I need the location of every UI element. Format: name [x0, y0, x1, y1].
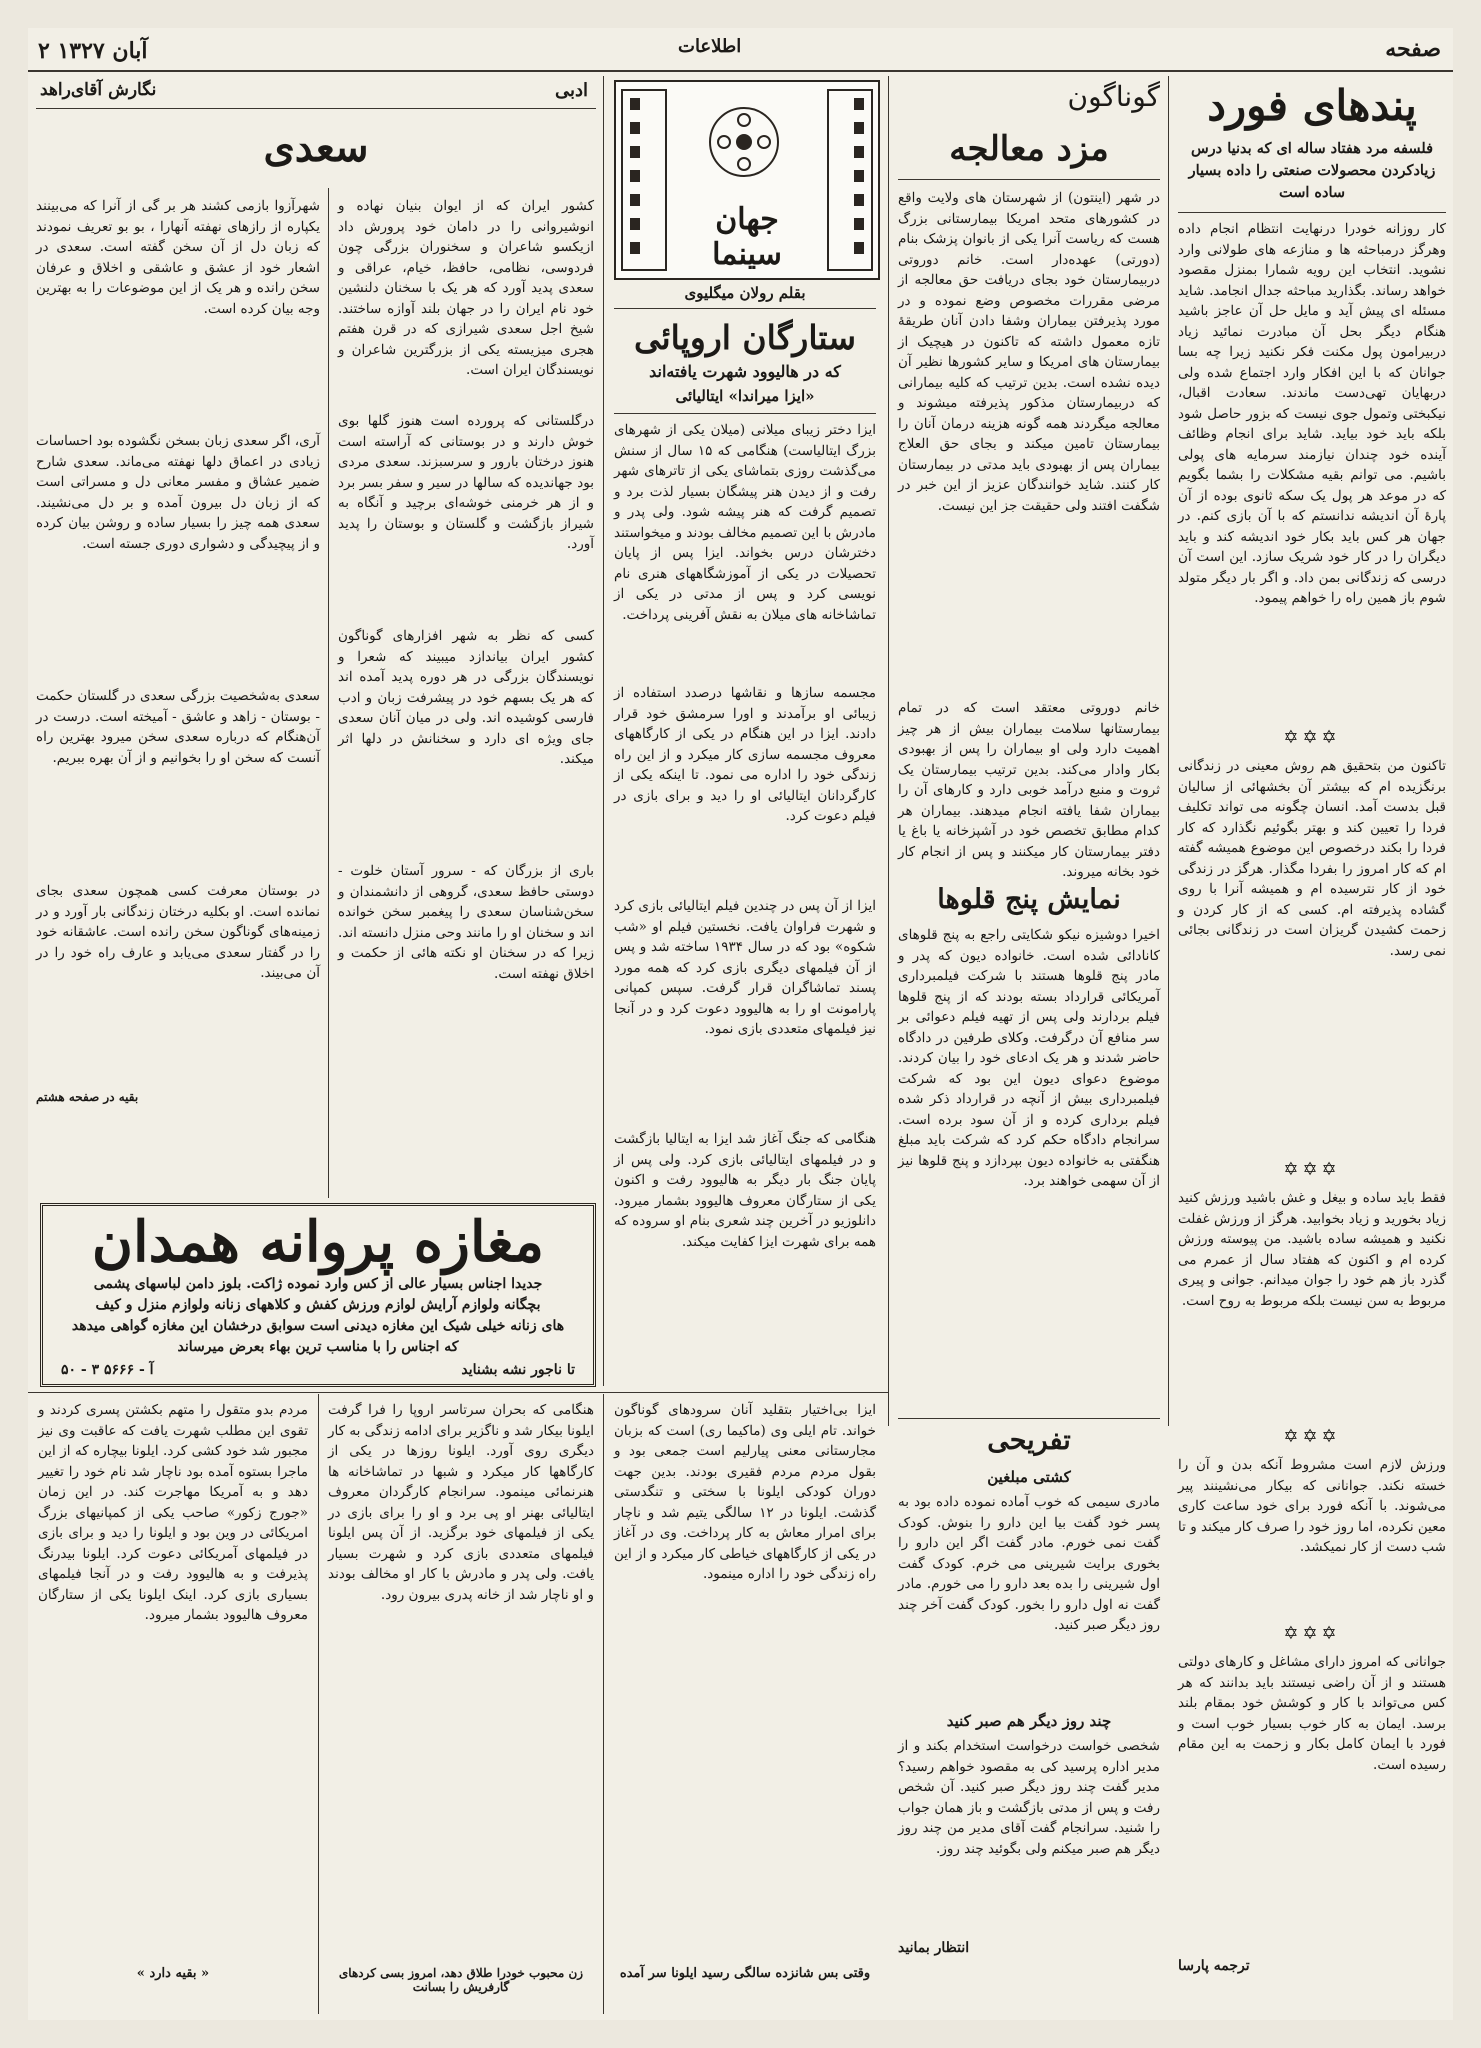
- article-body: کار روزانه خودرا درنهایت انتظام انجام داده وهرگز درمباحثه ها و منازعه های طولانی وارد نشوید. انتخاب این رویه شمارا بمنزل مقصود خواهد رساند. بگذارید مباحثه جدال انجامد. شاید مسئله ای پیش آید و مایل حل آن عاجز باشید هنگام دیگر بحل آن مبادرت نمائید زیاد دربیرامون پول مکنت فکر نکنید زیرا چه بسا جوانان که با این افکار وارد اجتماع شده ولی دربهایان تهی‌دست ماندند. سعادت اقبال، نیکبختی وتمول جوی نیست که بزور حاصل شود بلکه باید خود بیاید. شاید برای انجام وظائف آینده خود چندان نیازمند سرمایه های پولی باشیم. می توانم بقیه مشکلات را بشما بگویم که در موعد هر پول یک سکه ثانوی بوده از آن پارۀ آن اندیشه ندانستم که با آن بازی کنم. در جهان هر کس باید بکار خود اندیشه کند و باید دیگران را در کار خود شریک سازد. این است آن درسی که زندگانی بمن داد. و اگر بار دیگر متولد شوم باز همین راه را خواهم پیمود.: [1178, 221, 1446, 606]
- article-body: تاکنون من بتحقیق هم روش معینی در زندگانی برنگزیده ام که بیشتر آن بخشهائی از سالیان قبل بدست آمد. انسان چگونه می تواند تکلیف فردا را تعیین کند و بهتر بگوئیم نگذارد که کار فردا را بکند درخصوص این موضوع همیشه گفته ام که کار امروز را بفردا مگذار. هرگز در زندگی خود از کار نترسیده ام و همیشه آنرا با روی گشاده پذیرفته ام. کسی که از کار کردن و زحمت کشیدن گریزان است در زندگانی بجائی نمی رسد.: [1178, 758, 1446, 959]
- article-body: آری، اگر سعدی زبان بسخن نگشوده بود احساسات زیادی در اعماق دلها نهفته می‌ماند. سعدی شارح ضمیر عشاق و مفسر معانی دل و مسراتی است که از زبان دل بیرون آمده و بر دل می‌نشیند. سعدی همه چیز را بسیار ساده و روشن بیان کرده و از پیچیدگی و دشواری دوری جسته است.: [36, 433, 320, 552]
- article-title: پندهای فورد: [1207, 81, 1417, 130]
- article-body: در بوستان معرفت کسی همچون سعدی بجای نمانده است. او بکلیه درختان زندگانی بار آورد و در زمینه‌های گوناگون سخن رانده است. عاشقانه خود را در گفتار سعدی می‌یابد و عارف راه خود را در آن می‌بیند.: [36, 883, 320, 981]
- column-rule: [603, 76, 604, 1386]
- advertisement-box: [40, 1203, 596, 1387]
- humor-subtitle: چند روز دیگر هم صبر کنید: [946, 1712, 1112, 1730]
- article-body: شهرآزوا بازمی کشند هر بر گی از آنرا که می‌بینند یکپاره از رازهای نهفته آنهارا ، بو بو تعریف نمودند که زبان دل از آن سخن گفته است. سعدی در اشعار خود از عشق و عاشقی و اخلاق و عرفان سخن رانده و هر یک از این موضوعات را به بهترین وجه بیان کرده است.: [36, 198, 320, 317]
- article-body: کشور ایران که از ایوان بنیان نهاده و انوشیروانی را در دامان خود پرورش داد ازیکسو شاعران و سخنوران بزرگی چون فردوسی، نظامی، حافظ، خیام، عراقی و سعدی پدید آورد که هر یک با سخنان دلنشین خود نام ایران را در جهان بلند آوازه ساختند. شیخ اجل سعدی شیرازی که در قرن هفتم هجری میزیسته یکی از بزرگترین شاعران و نویسندگان ایران است.: [338, 198, 594, 378]
- ad-line: بچگانه ولوازم آرایش لوازم ورزش کفش و کلاههای زنانه ولوازم منزل و کیف: [95, 1297, 541, 1313]
- star-divider: ✡✡✡: [1283, 1159, 1341, 1180]
- article-body: خانم دوروتی معتقد است که در تمام بیمارستانها سلامت بیماران بیش از هر چیز اهمیت دارد ولی او بیماران را پس از بهبودی بکار وادار می‌کند. بدین ترتیب بیمارستان یک ثروت و منبع درآمد خوبی دارد و کارهای آن را بیماران شفا یافته انجام میدهند. بیماران هر کدام مطابق تخصص خود در آشپزخانه یا باغ یا دفتر بیمارستان کار میکنند و پس از انجام کار خود بخانه میروند.: [898, 700, 1160, 880]
- humor-body: مادری سیمی که خوب آماده نموده داده بود به پسر خود گفت بیا این دارو را بنوش. کودک گفت نمی خورم. مادر گفت اگر این دارو را بخوری برایت شیرینی می خرم. کودک گفت اول شیرینی را بده بعد دارو را می خورم. مادر گفت نه اول دارو را بخور. کودک گفت آخر چند روز دیگر صبر کنید.: [898, 1494, 1160, 1633]
- header-rule: [28, 70, 1453, 72]
- article-subtitle: «ایزا میراندا» ایتالیائی: [675, 387, 815, 405]
- ad-line: جدیدا اجناس بسیار عالی از کس وارد نموده ژاکت. بلوز دامن لباسهای پشمی: [93, 1276, 543, 1292]
- article-body: ورزش لازم است مشروط آنکه بدن و آن را خسته نکند. جوانانی که بیکار می‌نشینند پیر می‌شوند. با آنکه فورد برای خود ساعت کاری معین نکرده، اما روز خود را صرف کار میکند و تا شب دست از کار نمیکشد.: [1178, 1457, 1446, 1555]
- article-body: درگلستانی که پرورده است هنوز گلها بوی خوش دارند و در بوستانی که آراسته است هنوز درختان بارور و سرسبزند. سعدی مردی بود جهاندیده که سالها در سیر و سفر بسر برد و از هر خرمنی خوشه‌ای برچید و آنگاه به شیراز بازگشت و گلستان و بوستان را پدید آورد.: [338, 413, 594, 552]
- column-rule: [1168, 76, 1169, 1426]
- article-sadi-left: [36, 196, 320, 1196]
- article-body: اخیرا دوشیزه نیکو شکایتی راجع به پنج قلوهای کانادائی شده است. خانواده دیون که پدر و مادر پنج قلوها هستند با شرکت فیلمبرداری آمریکائی قرارداد بسته بودند که از پنج قلوها فیلم بردارند ولی پس از تهیه فیلم دعوائی بر سر منافع آن درگرفت. وکلای طرفین در دادگاه حاضر شدند و هر یک ادعای خود را بیان کردند. موضوع دعوای دیون این بود که شرکت فیلمبرداری بیش از آنچه در قرارداد ذکر شده فیلم برداری کرده و از آن سود برده است. سرانجام دادگاه حکم کرد که شرکت باید مبلغ هنگفتی به خانواده دیون بپردازد و پنج قلوها نیز از آن سهمی خواهند برد.: [898, 927, 1160, 1189]
- cinema-logo-text: جهان سینما: [712, 202, 782, 272]
- article-ford: [1178, 78, 1446, 2008]
- bottom-article: [328, 1400, 594, 2012]
- column-rule: [328, 188, 329, 1198]
- article-subtitle: که در هالیوود شهرت یافته‌اند: [649, 362, 841, 381]
- header-newspaper-name: اطلاعات: [678, 36, 742, 57]
- article-various: [898, 80, 1160, 1415]
- ad-title: مغازه پروانه همدان: [91, 1209, 545, 1275]
- article-body: مجسمه سازها و نقاشها درصدد استفاده از زیبائی او برآمدند و اورا سرمشق خود قرار دادند. ایزا در این هنگام در یکی از کارگاههای معروف مجسمه سازی کار میکرد و از این راه زندگی خود را اداره می نمود. تا اینکه یکی از کارگردانان ایتالیائی او را دید و برای بازی در فیلم دعوت کرد.: [614, 685, 876, 824]
- article-footer: ترجمه پارسا: [1178, 1958, 1250, 1974]
- humor-subtitle: کشتی مبلغین: [987, 1468, 1071, 1486]
- section-kicker: ادبی: [554, 80, 588, 101]
- header-date: ۲ آبان ۱۳۲۷: [38, 38, 148, 64]
- star-divider: ✡✡✡: [1283, 1426, 1341, 1447]
- star-divider: ✡✡✡: [1283, 1623, 1341, 1644]
- article-body: جوانانی که امروز دارای مشاغل و کارهای دولتی هستند و از آن راضی نیستند باید بدانند که هر کس می‌تواند با کار و کوشش خود بمقام بلند برسد. ایمان به کار خوب بسیار خوب است و فورد با ایمان کامل بکار و زحمت به این مقام رسیده است.: [1178, 1654, 1446, 1773]
- page-header: [28, 34, 1453, 70]
- article-subtitle: فلسفه مرد هفتاد ساله ای که بدنیا درس زیادکردن محصولات صنعتی را داده بسیار ساده است: [1188, 140, 1436, 201]
- article-title: سعدی: [263, 124, 369, 171]
- ad-line: که اجناس را با مناسب ترین بهاء بعرض میرساند: [177, 1339, 459, 1355]
- humor-body: شخصی خواست درخواست استخدام بکند و از مدیر اداره پرسید کی به مقصود خواهم رسید؟ مدیر گفت چند روز دیگر صبر کنید. آن شخص رفت و پس از مدتی بازگشت و باز همان جواب را شنید. سرانجام گفت آقای مدیر من چند روز دیگر هم صبر میکنم ولی بگوئید چند روز.: [898, 1738, 1160, 1857]
- article-title: نمایش پنج قلوها: [937, 884, 1121, 915]
- ad-line: های زنانه خیلی شیک این مغازه دیدنی است سوابق درخشان این مغازه گواهی میدهد: [71, 1318, 565, 1334]
- article-body: هنگامی که جنگ آغاز شد ایزا به ایتالیا بازگشت و در فیلمهای ایتالیائی بازی کرد. ولی پس از پایان جنگ بار دیگر به هالیوود رفت و اکنون یکی از ستارگان معروف هالیوود بشمار میرود. دانلوزیو در آخرین چند شعری بنام او سروده که همه برای شهرت ایزا کفایت میکند.: [614, 1131, 876, 1250]
- ad-address: آ - ۵۶۶۶ ۳ - ۵۰: [61, 1362, 154, 1378]
- star-divider: ✡✡✡: [1283, 727, 1341, 748]
- article-footer: وقتی بس شانزده سالگی رسید ایلونا سر آمده: [619, 1966, 871, 1981]
- article-title: مزد معالجه: [949, 129, 1109, 169]
- cinema-logo: [614, 80, 880, 280]
- article-body: فقط باید ساده و بیغل و غش باشید ورزش کنید زیاد بخورید و زیاد بخوابید. هرگز از ورزش غفلت نکنید و همیشه ساده باشید. من پیوسته ورزش کرده ام و اکنون که هفتاد سال از عمرم می گذرد باز هم خود را جوان میدانم. جوانی و پیری مربوط به سن نیست بلکه مربوط به روح است.: [1178, 1190, 1446, 1309]
- article-footer: زن محبوب خودرا طلاق دهد، امروز بسی کردهای گارفریش را بسانت: [338, 1966, 584, 1994]
- literary-header: [36, 80, 596, 188]
- bottom-article: [38, 1400, 308, 2012]
- bottom-article: [614, 1400, 876, 2012]
- column-rule: [888, 76, 889, 1426]
- article-body: سعدی به‌شخصیت بزرگی سعدی در گلستان حکمت - بوستان - زاهد و عاشق - آمیخته است. درست در آن‌هنگام که درباره سعدی سخن میرود بهترین راه آنست که سخن او را بخوانیم و از آن بهره ببریم.: [36, 688, 320, 766]
- article-body: مردم بدو متقول را متهم بکشتن پسری کردند و تقوی این مطلب شهرت یافت که عاقبت وی نیز مجبور شد خود کشی کرد. ایلونا بیچاره که از این ماجرا بستوه آمده بود ناچار شد نام خود را تغییر دهد و به آمریکا مهاجرت کند. در این زمان «جورج زکور» صاحب یکی از کمپانیهای بزرگ امریکائی در وین بود و ایلونا را دید و برای بازی در فیلمهای آمریکائی دعوت کرد. ایلونا بیدرنگ پذیرفت و به هالیوود رفت و در آنجا فیلمهای بسیاری بازی کرد. اینک ایلونا یکی از ستارگان معروف هالیوود بشمار میرود.: [38, 1402, 308, 1623]
- article-body: کسی که نظر به شهر افزارهای گوناگون کشور ایران بیاندازد میبیند که شعرا و نویسندگان بزرگی در هر دوره پدید آمده اند که هر یک بسهم خود در پیشرفت زبان و ادب فارسی کوشیده اند. ولی در میان آنان سعدی جای ویژه ای دارد و سخنانش در دلها اثر میکند.: [338, 628, 594, 767]
- article-body: در شهر (اینتون) از شهرستان های ولایت واقع در کشورهای متحد امریکا بیمارستانی بزرگ هست که ریاست آنرا یکی از بانوان پزشک بنام (دورتی) عهده‌دار است. خانم دوروتی دربیمارستان خود بجای دریافت حق معالجه از مرضی مقررات مخصوص وضع نموده و در مورد پذیرفتن بیماران وشفا دادن آنان طریقۀ تازه معمول داشته که تاکنون در هیچیک از بیمارستان های امریکا و سایر کشورها نظیر آن دیده نشده است. بدین ترتیب که کلیه بیمارانی که دربیمارستان مذکور پذیرفته میشوند و معالجه میگردند همه گونه هزینه درمان آنان را بیمارستان تامین میکند و بجای حق العلاج بیماران پس از بهبودی باید مدتی در بیمارستان کار کنند. شاید خوانندگان عزیز از این خبر در شگفت افتند ولی حقیقت جز این نیست.: [898, 190, 1160, 514]
- article-body: هنگامی که بحران سرتاسر اروپا را فرا گرفت ایلونا بیکار شد و ناگزیر برای ادامه زندگی به کار دیگری روی آورد. ایلونا روزها در یکی از کارگاهها کار میکرد و شبها در تماشاخانه ها هنرنمائی مینمود. سرانجام کارگردان معروف ایتالیائی بهنر او پی برد و او را برای بازی در یکی از فیلمهای خود برگزید. از آن پس ایلونا فیلمهای متعددی بازی کرد و شهرت بسیار یافت. ولی پدر و مادرش با کار او مخالف بودند و او ناچار شد از خانه پدری بیرون رود.: [328, 1402, 594, 1603]
- article-cinema: [614, 284, 876, 1384]
- article-body: ایزا بی‌اختیار بتقلید آنان سرودهای گوناگون خواند. تام ایلی وی (ماکیما ری) است که بزبان مجارستانی معنی پیارلیم است جمعی بود و بقول مردم مردم فقیری بودند. بدین جهت دوران کودکی ایلونا با سختی و تنگدستی گذشت. ایلونا در ۱۲ سالگی یتیم شد و ناچار برای امرار معاش به کار پرداخت. وی در آغاز در یکی از کارگاههای خیاطی کار میکرد و از این راه زندگی خود را اداره مینمود.: [614, 1402, 876, 1582]
- article-footer: انتظار بمانید: [898, 1940, 970, 1956]
- newspaper-page: [28, 28, 1453, 2020]
- article-sadi-right: [338, 196, 594, 1196]
- article-byline: بقلم رولان میگلیوی: [684, 284, 806, 302]
- article-body: باری از بزرگان که - سرور آستان خلوت - دوستی حافظ سعدی، گروهی از دانشمندان و سخن‌شناسان سعدی را پیغمبر سخن خوانده اند و سخنان او را مانند وحی منزل دانسته اند. زیرا که در سخنان او نکته هائی از حکمت و اخلاق نهفته است.: [338, 863, 594, 982]
- humor-section: [898, 1418, 1160, 2008]
- section-kicker: گوناگون: [1067, 80, 1160, 113]
- column-rule: [318, 1394, 319, 2014]
- article-body: ایزا از آن پس در چندین فیلم ایتالیائی بازی کرد و شهرت فراوان یافت. نخستین فیلم او «شب شکوه» بود که در سال ۱۹۳۴ ساخته شد و پس از آن فیلمهای دیگری بازی کرد که همه مورد پسند تماشاگران قرار گرفت. سپس کمپانی پارامونت او را به هالیوود دعوت کرد و در آنجا نیز فیلمهای متعددی بازی نمود.: [614, 898, 877, 1037]
- article-body: ایزا دختر زیبای میلانی (میلان یکی از شهرهای بزرگ ایتالیاست) هنگامی که ۱۵ سال از سنش می‌گذشت روزی بتماشای یکی از تاترهای شهر رفت و از دیدن هنر پیشگان بسیار لذت برد و تصمیم گرفت که هنر پیشه شود. ولی پدر و مادرش با این تصمیم مخالف بودند و میخواستند دخترشان درس بخواند. ایزا پس از پایان تحصیلات در یکی از آموزشگاههای هنری نام نویسی کرد و پس از مدتی در یکی از تماشاخانه های میلان به نقش آفرینی پرداخت.: [614, 422, 876, 623]
- article-footer: بقیه در صفحه هشتم: [36, 1090, 139, 1104]
- article-byline: نگارش آقای‌راهد: [40, 80, 157, 100]
- ad-address-note: تا ناجور نشه بشناید: [461, 1362, 575, 1378]
- header-page-label: صفحه: [1385, 36, 1441, 62]
- article-title: ستارگان اروپائی: [633, 318, 857, 357]
- section-title: تفریحی: [987, 1425, 1071, 1456]
- article-footer: « بقیه دارد »: [136, 1966, 210, 1981]
- column-rule: [603, 1394, 604, 2014]
